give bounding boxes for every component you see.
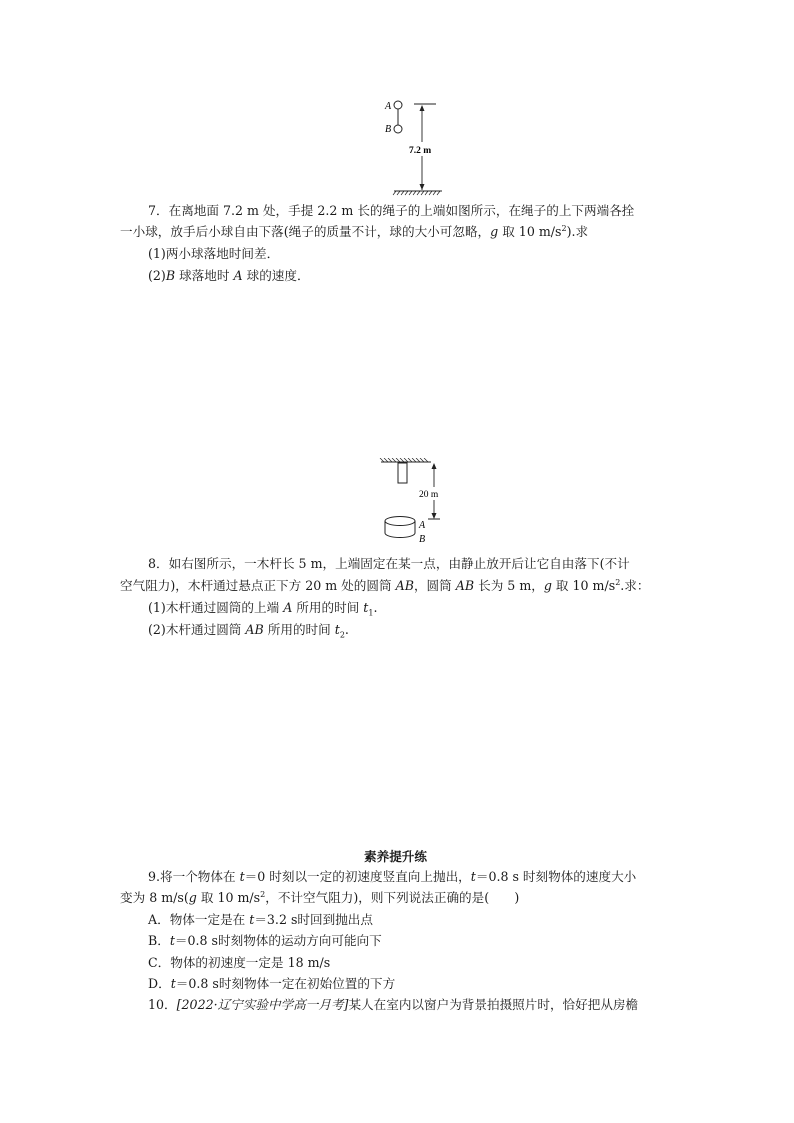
label-b: B xyxy=(419,534,426,545)
arrow-head-up xyxy=(420,105,425,111)
ground-hatching xyxy=(393,191,440,195)
height-label: 7.2 m xyxy=(409,146,432,156)
arrow-head-down xyxy=(432,513,437,519)
rod-and-cylinder-diagram xyxy=(378,458,458,546)
q9-option-b: B．t＝0.8 s时刻物体的运动方向可能向下 xyxy=(148,933,382,948)
height-label: 20 m xyxy=(419,490,439,500)
q9-option-d: D．t＝0.8 s时刻物体一定在初始位置的下方 xyxy=(148,976,396,991)
q7-line2: 一小球，放手后小球自由下落(绳子的质量不计，球的大小可忽略，g 取 10 $m/s^2$).求 xyxy=(120,223,589,239)
q7-sub1: (1)两小球落地时间差． xyxy=(148,246,280,261)
ceiling-hatching xyxy=(380,458,428,462)
q7-sub2: (2)B 球落地时 A 球的速度． xyxy=(148,268,310,283)
label-b: B xyxy=(385,124,392,135)
arrow-head-down xyxy=(420,184,425,190)
q9-line2: 变为 8 m/s(g 取 10 $m/s^2$，不计空气阻力)，则下列说法正确的是( ) xyxy=(120,889,520,905)
section-title: 素养提升练 xyxy=(364,849,427,864)
figure-q7 xyxy=(378,95,448,198)
q9-line1: 9.将一个物体在 t＝0 时刻以一定的初速度竖直向上抛出，t＝0.8 s 时刻物体的速度大小 xyxy=(148,869,637,884)
q9-option-a: A．物体一定是在 t＝3.2 s时回到抛出点 xyxy=(148,912,373,927)
ball-b xyxy=(394,125,402,133)
label-a: A xyxy=(419,520,426,531)
q10-source: [2022·辽宁实验中学高一月考] xyxy=(176,997,349,1012)
ball-a xyxy=(394,101,402,109)
q8-sub2: (2)木杆通过圆筒 AB 所用的时间 $t_2$. xyxy=(148,622,349,640)
q7-line1: 7．在离地面 7.2 m 处，手提 2.2 m 长的绳子的上端如图所示，在绳子的上下两端各拴 xyxy=(148,203,635,218)
q8-line2: 空气阻力)，木杆通过悬点正下方 20 m 处的圆筒 AB，圆筒 AB 长为 5 m，g 取 10 $m/s^2$.求： xyxy=(120,577,650,593)
cylinder xyxy=(385,517,415,538)
wooden-rod xyxy=(398,463,407,483)
q8-sub1: (1)木杆通过圆筒的上端 A 所用的时间 $t_1$. xyxy=(148,600,378,618)
figure-q8 xyxy=(378,458,458,546)
arrow-head-up xyxy=(432,463,437,469)
q8-line1: 8．如右图所示，一木杆长 5 m，上端固定在某一点，由静止放开后让它自由落下(不计 xyxy=(148,556,630,571)
q9-option-c: C．物体的初速度一定是 18 m/s xyxy=(148,955,331,970)
label-a: A xyxy=(385,101,392,112)
falling-balls-diagram xyxy=(378,95,448,198)
q10-line1: 10．[2022·辽宁实验中学高一月考]某人在室内以窗户为背景拍摄照片时，恰好把从房檐 xyxy=(148,997,639,1012)
